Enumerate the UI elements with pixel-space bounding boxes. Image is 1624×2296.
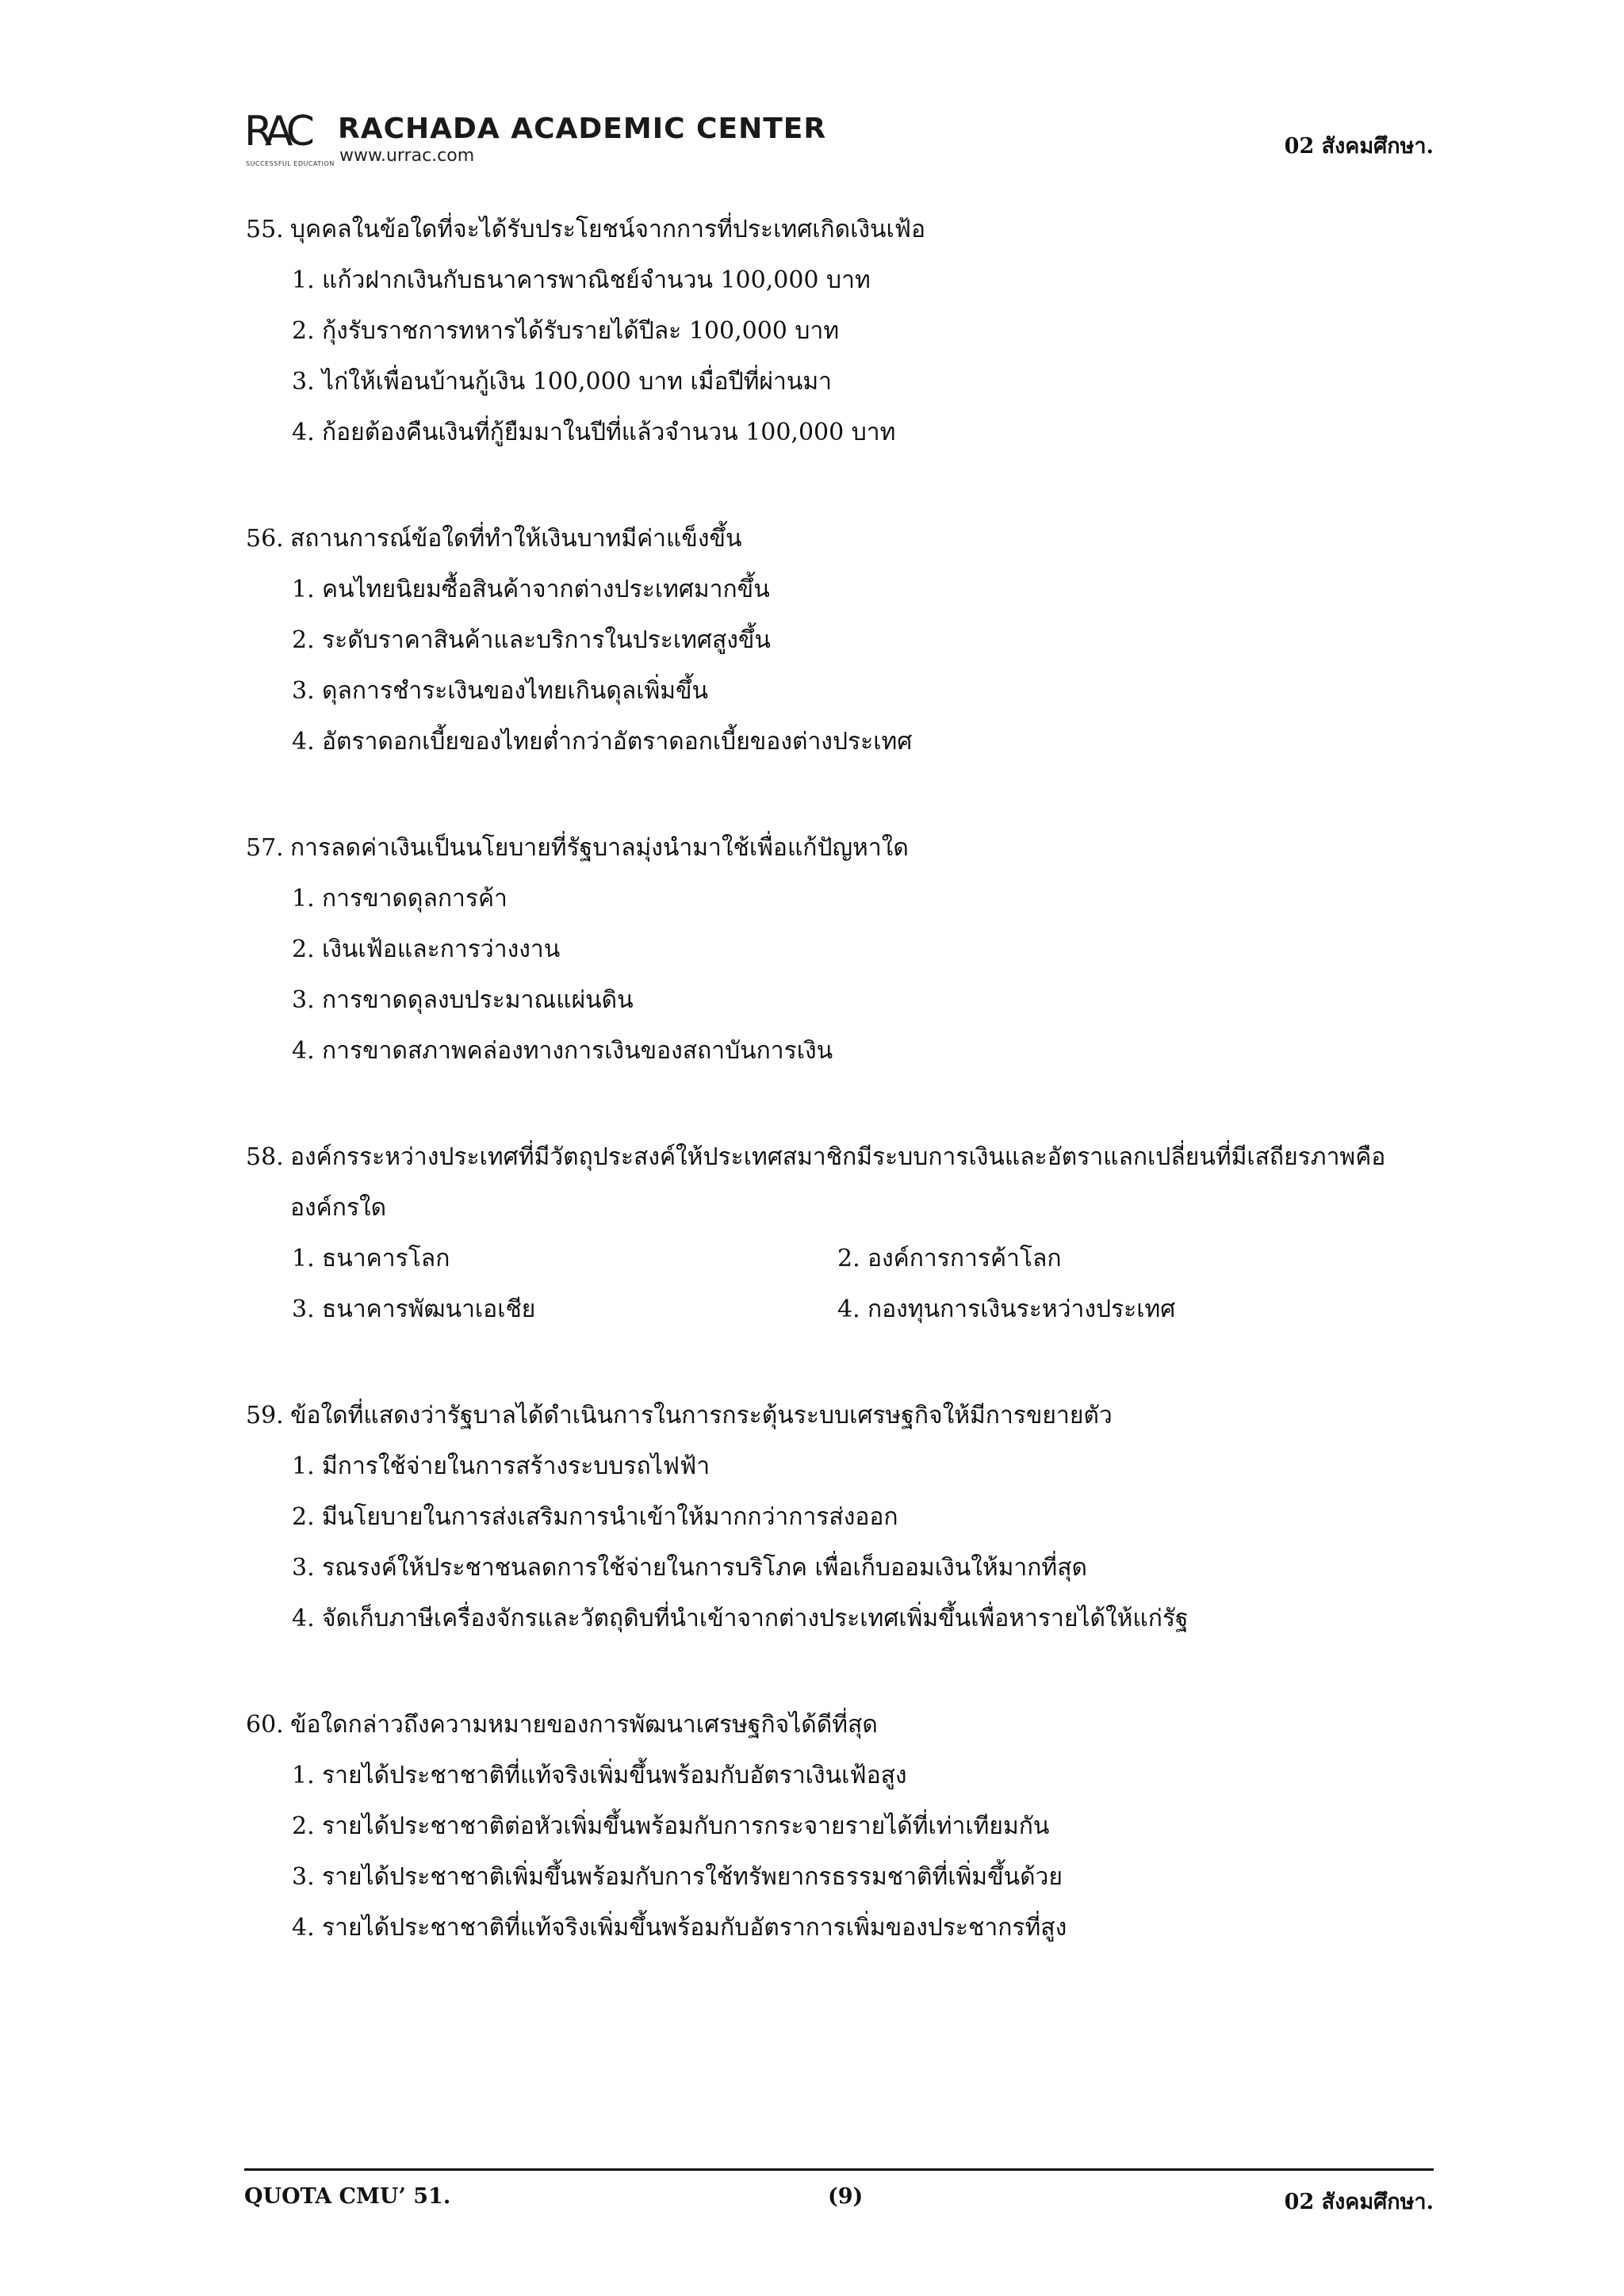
question-55 — [246, 205, 1435, 458]
header-subject: 02 สังคมศึกษา. — [1284, 134, 1434, 159]
option-text: มีการใช้จ่ายในการสร้างระบบรถไฟฟ้า — [322, 1452, 710, 1480]
question-number: 56. — [246, 525, 284, 553]
option-list — [246, 1751, 1435, 1954]
brand-url: www.urrac.com — [339, 146, 475, 166]
option-number: 4. — [292, 419, 315, 446]
option-4 — [837, 1284, 1435, 1335]
option-text: อัตราดอกเบี้ยของไทยต่ำกว่าอัตราดอกเบี้ยของต่างประเทศ — [322, 728, 913, 756]
question-stem — [246, 205, 1435, 255]
page-header — [244, 105, 1434, 176]
option-number: 1. — [292, 885, 315, 913]
option-4 — [292, 408, 1435, 458]
option-text: มีนโยบายในการส่งเสริมการนำเข้าให้มากกว่าการส่งออก — [322, 1503, 898, 1531]
option-text: รายได้ประชาชาติที่แท้จริงเพิ่มขึ้นพร้อมกับอัตราการเพิ่มของประชากรที่สูง — [322, 1914, 1067, 1942]
option-4 — [292, 1026, 1435, 1077]
page-footer — [244, 2184, 1434, 2216]
option-number: 3. — [292, 986, 315, 1014]
option-3 — [292, 666, 1435, 717]
option-2 — [292, 615, 1435, 666]
option-list — [246, 564, 1435, 767]
option-number: 3. — [292, 1863, 315, 1891]
option-number: 2. — [292, 1503, 315, 1531]
footer-exam-name: QUOTA CMU’ 51. — [244, 2184, 451, 2209]
option-text: รายได้ประชาชาติต่อหัวเพิ่มขึ้นพร้อมกับการกระจายรายได้ที่เท่าเทียมกัน — [322, 1812, 1050, 1840]
option-1 — [292, 1234, 837, 1284]
option-number: 3. — [292, 1554, 315, 1582]
option-3 — [292, 1543, 1435, 1594]
option-number: 1. — [292, 576, 315, 603]
option-3 — [292, 1852, 1435, 1903]
option-text: ธนาคารโลก — [322, 1245, 450, 1272]
option-text: แก้วฝากเงินกับธนาคารพาณิชย์จำนวน 100,000 บาท — [322, 266, 871, 294]
option-text: รณรงค์ให้ประชาชนลดการใช้จ่ายในการบริโภค เพื่อเก็บออมเงินให้มากที่สุด — [322, 1554, 1087, 1582]
option-2 — [292, 924, 1435, 975]
question-stem — [246, 1391, 1435, 1441]
option-number: 4. — [292, 1037, 315, 1065]
option-number: 2. — [292, 1812, 315, 1840]
option-text: รายได้ประชาชาติที่แท้จริงเพิ่มขึ้นพร้อมกับอัตราเงินเฟ้อสูง — [322, 1762, 907, 1789]
question-text: บุคคลในข้อใดที่จะได้รับประโยชน์จากการที่ประเทศเกิดเงินเฟ้อ — [290, 216, 926, 243]
question-text: ข้อใดกล่าวถึงความหมายของการพัฒนาเศรษฐกิจได้ดีที่สุด — [290, 1711, 878, 1739]
option-list — [246, 874, 1435, 1077]
option-2 — [292, 1492, 1435, 1543]
option-4 — [292, 1903, 1435, 1954]
option-3 — [292, 1284, 837, 1335]
question-text: องค์กรระหว่างประเทศที่มีวัตถุประสงค์ให้ประเทศสมาชิกมีระบบการเงินและอัตราแลกเปลี่ยนที่มีเสถียรภาพคือองค์กรใด — [290, 1143, 1386, 1222]
option-number: 3. — [292, 368, 315, 396]
option-text: เงินเฟ้อและการว่างงาน — [322, 936, 561, 963]
option-1 — [292, 1441, 1435, 1492]
option-text: องค์การการค้าโลก — [868, 1245, 1062, 1272]
option-2 — [292, 1801, 1435, 1852]
option-number: 1. — [292, 266, 315, 294]
question-number: 60. — [246, 1711, 284, 1739]
footer-divider — [244, 2168, 1434, 2171]
footer-subject: 02 สังคมศึกษา. — [1284, 2190, 1434, 2214]
question-text: ข้อใดที่แสดงว่ารัฐบาลได้ดำเนินการในการกระตุ้นระบบเศรษฐกิจให้มีการขยายตัว — [290, 1402, 1113, 1429]
option-number: 1. — [292, 1245, 315, 1272]
option-text: ไก่ให้เพื่อนบ้านกู้เงิน 100,000 บาท เมื่อปีที่ผ่านมา — [322, 368, 832, 396]
option-text: ก้อยต้องคืนเงินที่กู้ยืมมาในปีที่แล้วจำนวน 100,000 บาท — [322, 419, 896, 446]
option-text: กุ้งรับราชการทหารได้รับรายได้ปีละ 100,000 บาท — [322, 317, 840, 345]
option-2 — [292, 306, 1435, 357]
option-number: 2. — [292, 317, 315, 345]
option-number: 4. — [292, 1605, 315, 1632]
question-59 — [246, 1391, 1435, 1644]
option-number: 2. — [292, 936, 315, 963]
question-text: การลดค่าเงินเป็นนโยบายที่รัฐบาลมุ่งนำมาใช้เพื่อแก้ปัญหาใด — [290, 834, 909, 862]
option-number: 2. — [837, 1245, 860, 1272]
logo-tagline: SUCCESSFUL EDUCATION — [246, 160, 335, 167]
question-number: 57. — [246, 834, 284, 862]
question-list — [246, 205, 1435, 2009]
brand-name: RACHADA ACADEMIC CENTER — [338, 113, 827, 145]
option-list — [246, 1441, 1435, 1644]
option-number: 4. — [292, 728, 315, 756]
option-number: 2. — [292, 626, 315, 654]
question-stem — [246, 514, 1435, 564]
option-text: ดุลการชำระเงินของไทยเกินดุลเพิ่มขึ้น — [322, 677, 709, 705]
question-stem — [246, 1132, 1435, 1234]
option-number: 1. — [292, 1762, 315, 1789]
option-text: การขาดดุลงบประมาณแผ่นดิน — [322, 986, 634, 1014]
option-text: ธนาคารพัฒนาเอเชีย — [322, 1295, 536, 1323]
question-56 — [246, 514, 1435, 767]
option-4 — [292, 1594, 1435, 1644]
option-text: จัดเก็บภาษีเครื่องจักรและวัตถุดิบที่นำเข้าจากต่างประเทศเพิ่มขึ้นเพื่อหารายได้ให้แก่รัฐ — [322, 1605, 1189, 1632]
question-58 — [246, 1132, 1435, 1335]
option-number: 1. — [292, 1452, 315, 1480]
question-60 — [246, 1700, 1435, 1954]
option-list — [246, 1234, 1435, 1335]
option-text: รายได้ประชาชาติเพิ่มขึ้นพร้อมกับการใช้ทรัพยากรธรรมชาติที่เพิ่มขึ้นด้วย — [322, 1863, 1063, 1891]
option-1 — [292, 1751, 1435, 1801]
option-text: ระดับราคาสินค้าและบริการในประเทศสูงขึ้น — [322, 626, 771, 654]
question-number: 58. — [246, 1143, 284, 1171]
option-1 — [292, 874, 1435, 924]
question-number: 59. — [246, 1402, 284, 1429]
option-list — [246, 255, 1435, 458]
option-2 — [837, 1234, 1435, 1284]
option-text: การขาดดุลการค้า — [322, 885, 508, 913]
option-text: การขาดสภาพคล่องทางการเงินของสถาบันการเงิน — [322, 1037, 833, 1065]
question-stem — [246, 823, 1435, 874]
question-text: สถานการณ์ข้อใดที่ทำให้เงินบาทมีค่าแข็งขึ้น — [290, 525, 742, 553]
option-number: 3. — [292, 1295, 315, 1323]
option-number: 3. — [292, 677, 315, 705]
question-57 — [246, 823, 1435, 1077]
option-4 — [292, 717, 1435, 767]
option-1 — [292, 255, 1435, 306]
page-number: (9) — [828, 2184, 864, 2209]
option-3 — [292, 975, 1435, 1026]
question-stem — [246, 1700, 1435, 1751]
rac-logo-mark: RAC — [244, 108, 308, 155]
option-number: 4. — [292, 1914, 315, 1942]
option-3 — [292, 357, 1435, 408]
option-1 — [292, 564, 1435, 615]
option-text: กองทุนการเงินระหว่างประเทศ — [868, 1295, 1176, 1323]
option-number: 4. — [837, 1295, 860, 1323]
question-number: 55. — [246, 216, 284, 243]
option-text: คนไทยนิยมซื้อสินค้าจากต่างประเทศมากขึ้น — [322, 576, 770, 603]
